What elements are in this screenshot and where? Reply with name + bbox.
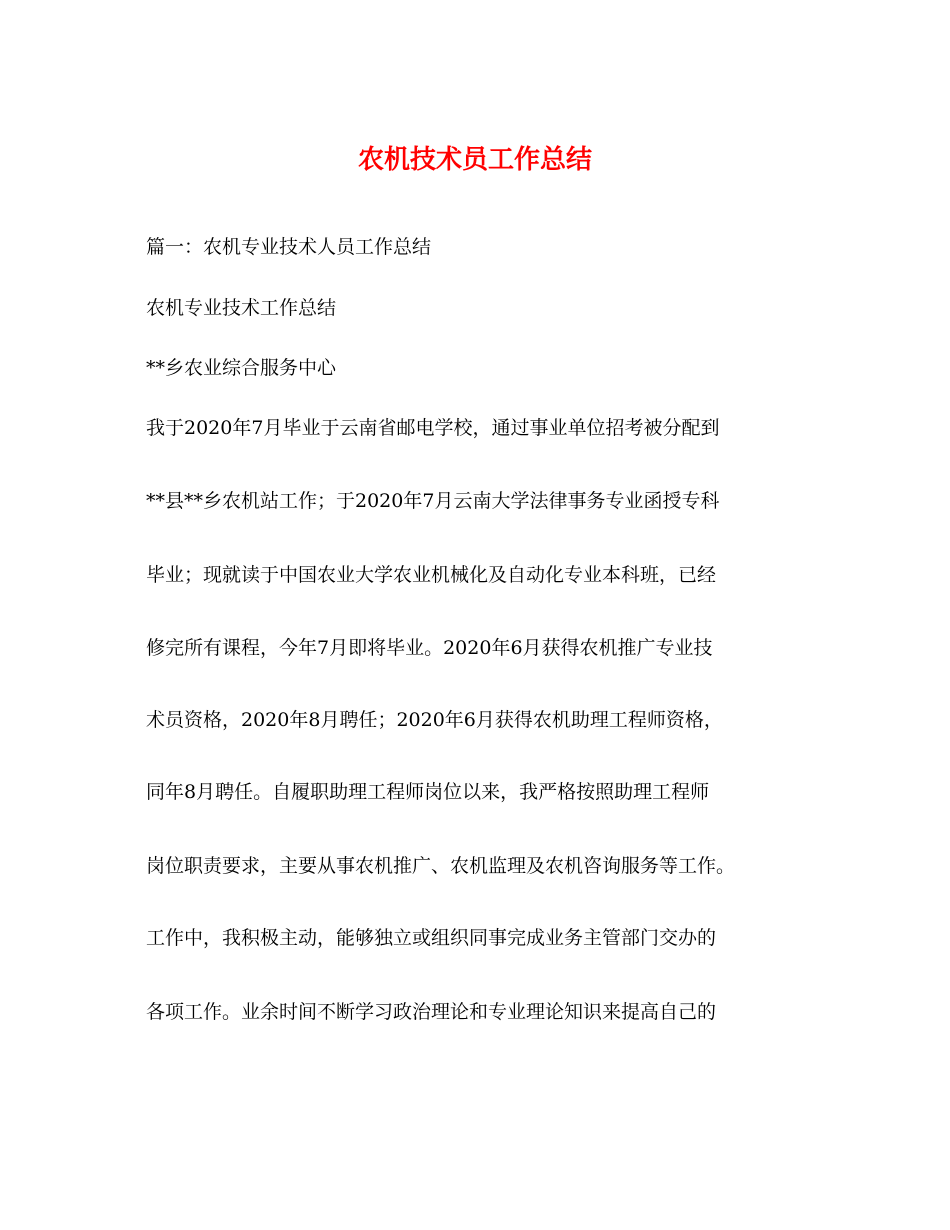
body-line: 术员资格，2020年8月聘任；2020年6月获得农机助理工程师资格， bbox=[146, 709, 723, 731]
body-line: 毕业；现就读于中国农业大学农业机械化及自动化专业本科班，已经 bbox=[146, 564, 717, 586]
body-line: 同年8月聘任。自履职助理工程师岗位以来，我严格按照助理工程师 bbox=[146, 781, 710, 803]
body-line: 修完所有课程，今年7月即将毕业。2020年6月获得农机推广专业技 bbox=[146, 637, 713, 659]
body-line: 我于2020年7月毕业于云南省邮电学校，通过事业单位招考被分配到 bbox=[146, 417, 720, 439]
body-line: 各项工作。业余时间不断学习政治理论和专业理论知识来提高自己的 bbox=[146, 1001, 717, 1023]
subtitle: 农机专业技术工作总结 bbox=[146, 297, 337, 319]
body-line: **县**乡农机站工作；于2020年7月云南大学法律事务专业函授专科 bbox=[146, 490, 720, 512]
section-heading: 篇一：农机专业技术人员工作总结 bbox=[146, 236, 432, 258]
document-title: 农机技术员工作总结 bbox=[357, 145, 592, 175]
body-line: 工作中，我积极主动，能够独立或组织同事完成业务主管部门交办的 bbox=[146, 927, 717, 949]
body-line: 岗位职责要求，主要从事农机推广、农机监理及农机咨询服务等工作。 bbox=[146, 855, 736, 877]
organization-name: **乡农业综合服务中心 bbox=[146, 357, 337, 379]
